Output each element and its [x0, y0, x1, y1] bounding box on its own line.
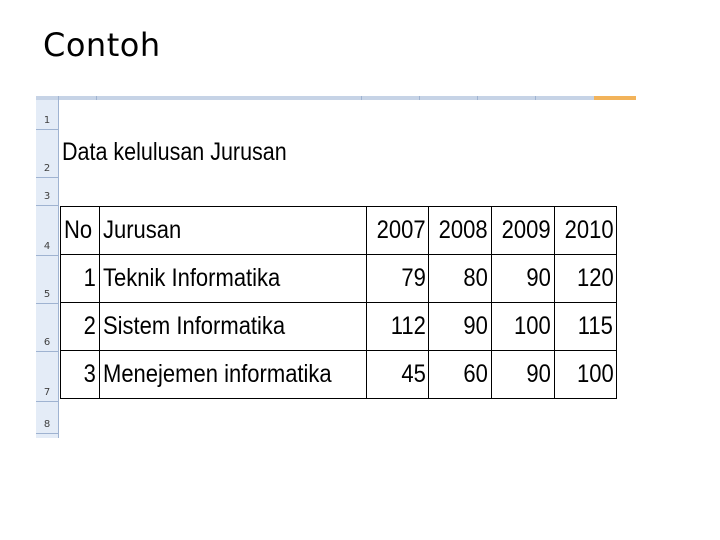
row-number[interactable]: 1 — [36, 100, 58, 130]
cell-value[interactable] — [366, 303, 429, 351]
cell-value-text: 112 — [390, 312, 426, 340]
cell-jurusan[interactable] — [99, 303, 366, 351]
cell-value-text: 60 — [463, 360, 489, 388]
table-row — [61, 351, 617, 399]
cell-value-text: 120 — [576, 264, 614, 292]
header-year[interactable] — [492, 207, 555, 255]
header-year[interactable] — [554, 207, 617, 255]
cell-no-value: 2 — [83, 312, 96, 340]
header-jurusan-label: Jurusan — [102, 216, 182, 244]
cell-value-text: 100 — [576, 360, 614, 388]
cell-value-text: 90 — [463, 312, 489, 340]
row-number[interactable]: 5 — [36, 256, 58, 304]
sheet-title: Data kelulusan Jurusan — [62, 138, 287, 166]
cell-jurusan-value: Teknik Informatika — [102, 264, 281, 292]
column-header-strip — [36, 96, 636, 100]
cell-value[interactable] — [492, 351, 555, 399]
table-row — [61, 255, 617, 303]
row-number[interactable]: 8 — [36, 402, 58, 434]
cell-value-text: 45 — [400, 360, 426, 388]
selected-column-indicator — [594, 96, 636, 100]
cell-jurusan[interactable] — [99, 351, 366, 399]
cell-value[interactable] — [429, 255, 492, 303]
cell-value[interactable] — [554, 255, 617, 303]
row-number[interactable]: 2 — [36, 130, 58, 178]
slide-title: Contoh — [43, 26, 161, 64]
cell-value[interactable] — [366, 351, 429, 399]
header-jurusan[interactable] — [99, 207, 366, 255]
cell-value[interactable] — [492, 255, 555, 303]
row-number[interactable]: 7 — [36, 352, 58, 402]
spreadsheet-screenshot — [36, 96, 636, 438]
header-year-label: 2007 — [376, 216, 426, 244]
cell-no[interactable] — [61, 351, 100, 399]
cell-no[interactable] — [61, 255, 100, 303]
header-year[interactable] — [429, 207, 492, 255]
table-row — [61, 303, 617, 351]
cell-value-text: 90 — [526, 264, 551, 292]
row-header-column — [36, 100, 59, 438]
cell-no[interactable] — [61, 303, 100, 351]
cell-no-value: 1 — [83, 264, 96, 292]
header-year-label: 2009 — [501, 216, 551, 244]
header-year[interactable] — [366, 207, 429, 255]
cell-value[interactable] — [366, 255, 429, 303]
cell-value[interactable] — [554, 303, 617, 351]
table-header-row — [61, 207, 617, 255]
cell-value-text: 115 — [578, 312, 614, 340]
cell-value[interactable] — [554, 351, 617, 399]
cell-value-text: 80 — [463, 264, 489, 292]
header-no-label: No — [64, 216, 93, 244]
cell-value[interactable] — [492, 303, 555, 351]
cell-jurusan-value: Sistem Informatika — [102, 312, 286, 340]
header-no[interactable] — [61, 207, 100, 255]
row-number[interactable]: 3 — [36, 178, 58, 206]
cell-value[interactable] — [429, 303, 492, 351]
cell-no-value: 3 — [83, 360, 96, 388]
data-table — [60, 206, 617, 399]
cell-value[interactable] — [429, 351, 492, 399]
row-number[interactable]: 6 — [36, 304, 58, 352]
header-year-label: 2008 — [439, 216, 489, 244]
cell-value-text: 100 — [513, 312, 551, 340]
cell-value-text: 90 — [526, 360, 551, 388]
cell-jurusan[interactable] — [99, 255, 366, 303]
row-number[interactable]: 4 — [36, 206, 58, 256]
cell-value-text: 79 — [400, 264, 426, 292]
header-year-label: 2010 — [564, 216, 614, 244]
cell-jurusan-value: Menejemen informatika — [102, 360, 332, 388]
